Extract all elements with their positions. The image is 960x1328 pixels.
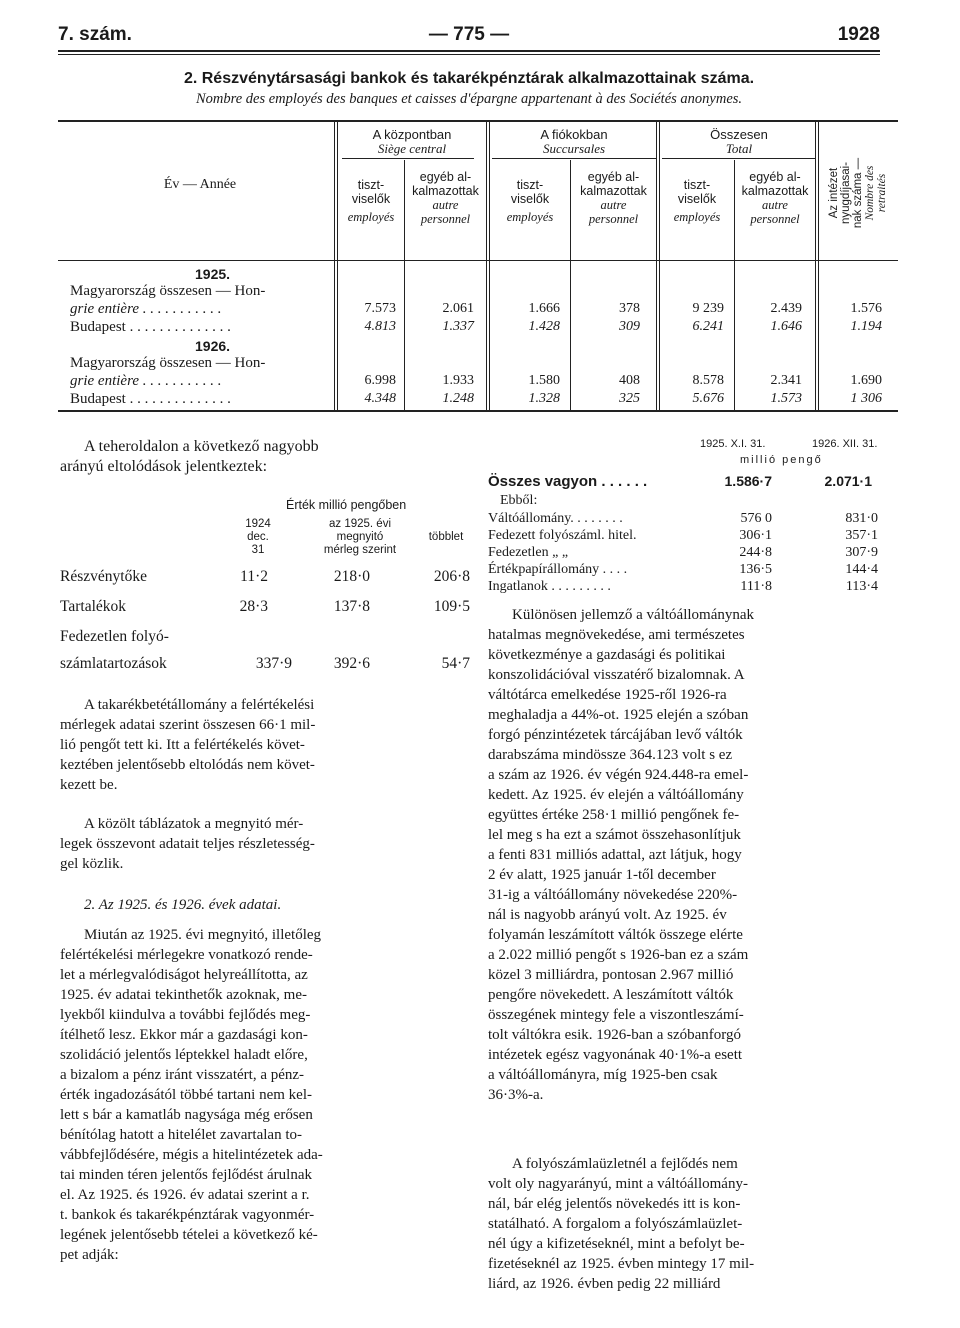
cell: 5.676 [692,391,724,406]
cell: 2.341 [770,373,802,388]
row-label: grie entière . . . . . . . . . . . [70,301,222,317]
table-top-rule [58,120,898,122]
cell: 4.813 [364,319,396,334]
asset-cell: 576 0 [740,511,772,526]
table-header-rule [58,260,898,261]
section-heading: 2. Az 1925. és 1926. évek adatai. [84,897,282,913]
cell: 2.439 [770,301,802,316]
cell: 6.241 [692,319,724,334]
cell: 309 [619,319,640,334]
page-header [58,20,880,48]
cell: 1.646 [770,319,802,334]
cell: 1.666 [528,301,560,316]
cell: 1.428 [528,319,560,334]
cell: 7.573 [364,301,396,316]
mini-cell: 137·8 [333,598,370,615]
col-rule [656,122,657,410]
table-subtitle: Nombre des employés des banques et caisses d'épargne appartenant à des Sociétés anonymes. [195,91,743,107]
col-rule [815,122,816,410]
mini-row-label: Részvénytőke [60,568,147,585]
mini-row-label: Tartalékok [60,598,127,615]
col-rule [334,122,335,410]
subheader-others-total: egyéb al- kalmazottak autre personnel [741,170,809,226]
group-rule-branches [492,158,656,159]
cell: 4.348 [364,391,396,406]
mini-cell: 337·9 [255,655,292,672]
row-label: Magyarország összesen — Hon- [70,355,266,371]
col-rule [337,122,338,410]
row-label: grie entière . . . . . . . . . . . [70,373,222,389]
mini-header-1924: 1924 dec. 31 [245,518,271,556]
mini-cell: 28·3 [239,598,268,615]
left-intro: A teheroldalon a következő nagyobb arányú eltolódások jelentkeztek: [60,438,319,475]
mini-cell: 109·5 [433,598,470,615]
asset-cell: 831·0 [845,511,878,526]
mini-cell: 54·7 [441,655,470,672]
subheader-clerks-total: tiszt- viselők employés [673,178,721,224]
header-rule [58,50,880,52]
cell: 1.576 [850,301,882,316]
left-paragraph-2: A közölt táblázatok a megnyitó mér- legek összevont adatait teljes részletesség- gel közlik. [60,816,315,872]
cell: 1.194 [850,319,882,334]
asset-cell: 136·5 [739,562,772,577]
right-paragraph-2: A folyószámlaüzletnél a fejlődés nem volt oly nagyarányú, mint a váltóállomány- nál, bár elég jelentős növekedés itt is kon- statálható. A forgalom a folyószámlaüzlet- nél úgy a kifizetéseknél, mint a befolyt be- fizetéseknél az 1925. évben mintegy 17 mil- liárd, az 1926. évben pedig 22 milliárd [488,1156,755,1292]
row-label: Magyarország összesen — Hon- [70,283,266,299]
total-assets-1926: 2.071·1 [824,473,872,489]
asset-cell: 113·4 [845,579,878,594]
page-number: — 775 — [428,24,510,45]
row-label: Budapest . . . . . . . . . . . . . . [70,391,231,407]
left-paragraph-1: A takarékbetétállomány a felértékelési mérlegek adatai szerint összesen 66·1 mil- lió pengőt tett ki. Itt a felértékelés követ- keztében jelentősebb eltolódás nem követ- kezett be. [60,697,316,793]
table-title: 2. Részvénytársasági bankok és takarékpénztárak alkalmazottainak száma. [183,70,755,87]
header-rule-thin [58,54,880,55]
group-header-central: A központban Siège central [372,127,452,156]
table-bottom-rule [58,410,898,412]
subheader-others-central: egyéb al- kalmazottak autre personnel [412,170,479,226]
cell: 1 306 [850,391,882,406]
mini-cell: 218·0 [333,568,370,585]
col-header-year: Év — Année [163,177,237,192]
asset-cell: 357·1 [845,528,878,543]
cell: 1.933 [442,373,474,388]
left-paragraph-3: Miután az 1925. évi megnyitó, illetőleg felértékelési mérlegekre vonatkozó rende- let a mérlegvalódiságot helyreállította, az 1925. év adatai tekinthetők azoknak, me- lyekből kiindulva a további fejlődés meg- ítélhető lesz. Ekkor már a gazdasági kon- szolidáció jelentős léptekkel haladt előre, a bizalom a pénz iránt visszatért, a pénz- érték ingadozásától többé tartani nem kel- lett s bár a kamatláb nagysága még erősen bénítólag hatott a hitelélet zavartalan to- vábbfejlődésére, mégis a hitelintézetek ada- tai minden téren jelentős fejlődést árulnak el. Az 1925. és 1926. év adatai szerint a r. t. bankok és takarékpénztárak vagyonmér- legének jelentősebb tételei a következő ké- pet adják: [60,927,323,1263]
mini-row-label: számlatartozások [60,655,167,672]
asset-label: Fedezett folyószáml. hitel. [488,528,637,543]
cell: 378 [619,301,640,316]
subheader-others-branches: egyéb al- kalmazottak autre personnel [580,170,647,226]
total-assets-label: Összes vagyon . . . . . . [488,473,648,490]
total-assets-1925: 1.586·7 [724,473,772,489]
group-rule-total [662,158,816,159]
cell: 1.580 [528,373,560,388]
head-date-1926: 1926. XII. 31. [812,438,878,450]
asset-label: Ingatlanok . . . . . . . . . [488,579,611,594]
cell: 6.998 [364,373,396,388]
mini-row-label: Fedezetlen folyó- [60,628,169,645]
head-unit: millió pengő [740,454,823,466]
asset-label: Váltóállomány. . . . . . . . [488,511,623,526]
mini-header-1925: az 1925. évi megnyitó mérleg szerint [323,518,397,556]
cell: 1.690 [850,373,882,388]
head-date-1925: 1925. X.I. 31. [700,438,766,450]
col-rule [486,122,487,410]
header-retired: Az intézet nyugdíjasai- nak száma — Nombre des retraités [828,157,888,229]
cell: 1.337 [442,319,474,334]
issue-number: 7. szám. [58,24,132,45]
col-rule [489,122,490,410]
cell: 408 [619,373,640,388]
cell: 1.573 [770,391,802,406]
subheader-clerks-central: tiszt- viselők employés [347,178,395,224]
asset-label: Értékpapírállomány . . . . [488,562,628,577]
asset-cell: 307·9 [845,545,878,560]
mini-header-top: Érték millió pengőben [286,498,407,512]
col-rule [659,122,660,410]
group-rule-central [342,158,474,159]
cell: 1.328 [528,391,560,406]
asset-cell: 144·4 [845,562,878,577]
subheader-clerks-branches: tiszt- viselők employés [506,178,554,224]
mini-cell: 11·2 [240,568,268,585]
cell: 325 [619,391,640,406]
year-1926: 1926. [195,338,231,354]
header-year: 1928 [837,24,880,45]
of-which-label: Ebből: [500,493,538,508]
asset-cell: 306·1 [739,528,772,543]
right-paragraph-1: Különösen jellemző a váltóállománynak hatalmas megnövekedése, ami természetes következménye a gazdasági és politikai konszolidációval visszatérő bizalomnak. A váltótárca emelkedése 1925-ről 1926-ra meghaladja a 44%-ot. 1925 elején a szóban forgó pénzintézetek tárcájában levő váltók darabszáma mindössze 364.123 volt s ez a szám az 1926. év végén 924.448-ra emel- kedett. Az 1925. év elején a váltóállomány együttes értéke 258·1 millió pengőnek fe- lel meg s ha ezt a számot összehasonlítjuk a fenti 831 milliós adattal, azt látjuk, hogy 2 év alatt, 1925 január 1-től december 31-ig a váltóállomány növekedése 220%- nál is nagyobb arányú volt. Az 1925. év folyamán leszámított váltók összege elérte a 2.022 millió pengőt s 1926-ban ez a szám közel 3 milliárdra, pontosan 2.967 millió pengőre növekedett. A leszámított váltók összegének mintegy fele a viszontleszámí- tolt váltókra esik. 1926-ban a szóbanforgó intézetek egész vagyonának 40·1%-a esett a váltóállományra, míg 1925-ben csak 36·3%-a. [488,607,755,1103]
asset-cell: 111·8 [740,579,772,594]
row-label: Budapest . . . . . . . . . . . . . . [70,319,231,335]
mini-header-surplus: többlet [428,531,464,543]
group-header-total: Összesen Total [710,127,768,156]
group-header-branches: A fiókokban Succursales [540,127,608,156]
cell: 1.248 [442,391,474,406]
asset-cell: 244·8 [739,545,772,560]
asset-label: Fedezetlen „ „ [488,545,569,560]
cell: 8.578 [692,373,724,388]
mini-cell: 392·6 [333,655,370,672]
cell: 2.061 [442,301,474,316]
cell: 9 239 [692,301,724,316]
mini-cell: 206·8 [433,568,470,585]
year-1925: 1925. [195,266,231,282]
